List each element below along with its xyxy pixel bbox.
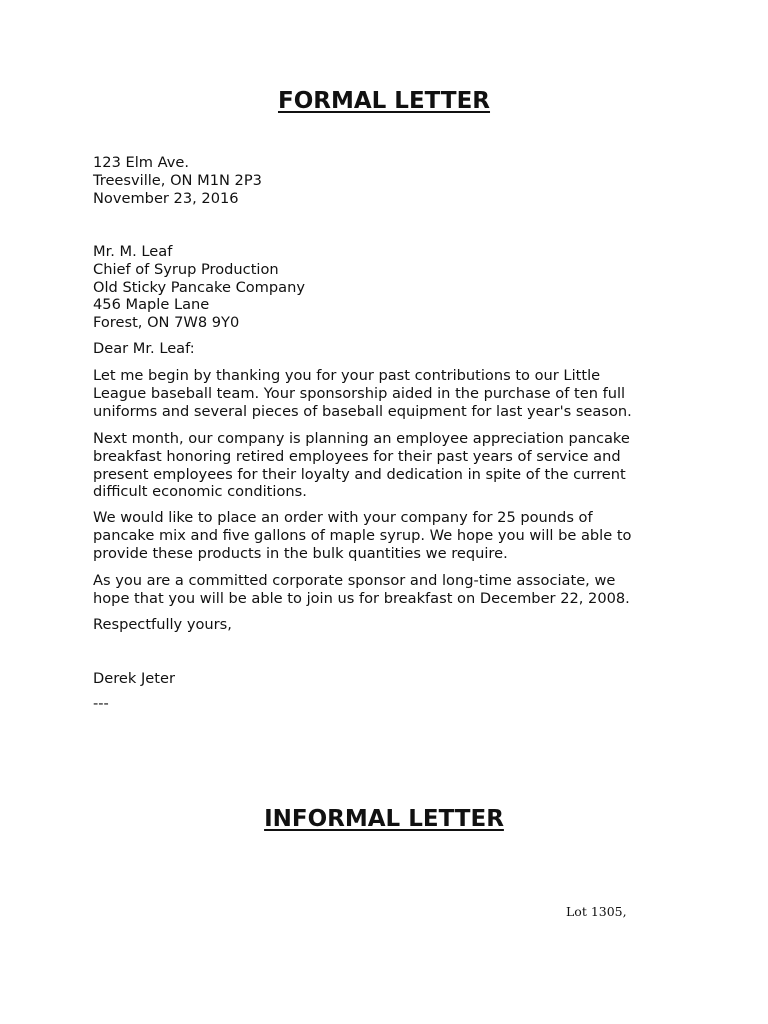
recipient-name: Mr. M. Leaf — [93, 243, 173, 260]
separator: --- — [93, 695, 109, 712]
formal-letter-heading: FORMAL LETTER — [277, 88, 491, 114]
letter-date: November 23, 2016 — [93, 189, 239, 207]
paragraph-line: difficult economic conditions. — [93, 483, 307, 501]
body-paragraph — [93, 572, 683, 608]
paragraph-line: provide these products in the bulk quantities we require. — [93, 544, 508, 562]
paragraph-line: League baseball team. Your sponsorship aided in the purchase of ten full — [93, 384, 626, 402]
closing: Respectfully yours, — [93, 616, 232, 633]
paragraph-line: We would like to place an order with your company for 25 pounds of — [93, 509, 593, 526]
paragraph-line: Let me begin by thanking you for your past contributions to our Little — [93, 367, 601, 384]
paragraph-line: Next month, our company is planning an employee appreciation pancake — [93, 430, 630, 447]
recipient-company: Old Sticky Pancake Company — [93, 278, 305, 296]
paragraph-line: hope that you will be able to join us for breakfast on December 22, 2008. — [93, 589, 630, 607]
informal-letter-heading: INFORMAL LETTER — [264, 806, 504, 832]
informal-address-line: Lot 1305, — [566, 904, 627, 919]
body-paragraph — [93, 367, 683, 420]
salutation: Dear Mr. Leaf: — [93, 340, 195, 357]
body-paragraph — [93, 430, 683, 501]
sender-address — [93, 154, 683, 207]
recipient-street: 456 Maple Lane — [93, 296, 210, 314]
recipient-title: Chief of Syrup Production — [93, 260, 279, 278]
recipient-address — [93, 243, 683, 332]
paragraph-line: breakfast honoring retired employees for their past years of service and — [93, 447, 621, 465]
signature-name: Derek Jeter — [93, 670, 175, 687]
paragraph-line: As you are a committed corporate sponsor and long-time associate, we — [93, 572, 616, 589]
body-paragraph — [93, 509, 683, 562]
paragraph-line: present employees for their loyalty and dedication in spite of the current — [93, 465, 626, 483]
paragraph-line: uniforms and several pieces of baseball equipment for last year's season. — [93, 402, 632, 420]
paragraph-line: pancake mix and five gallons of maple syrup. We hope you will be able to — [93, 526, 632, 544]
sender-address-line: Treesville, ON M1N 2P3 — [93, 171, 262, 189]
sender-address-line: 123 Elm Ave. — [93, 154, 190, 171]
recipient-city: Forest, ON 7W8 9Y0 — [93, 314, 240, 332]
